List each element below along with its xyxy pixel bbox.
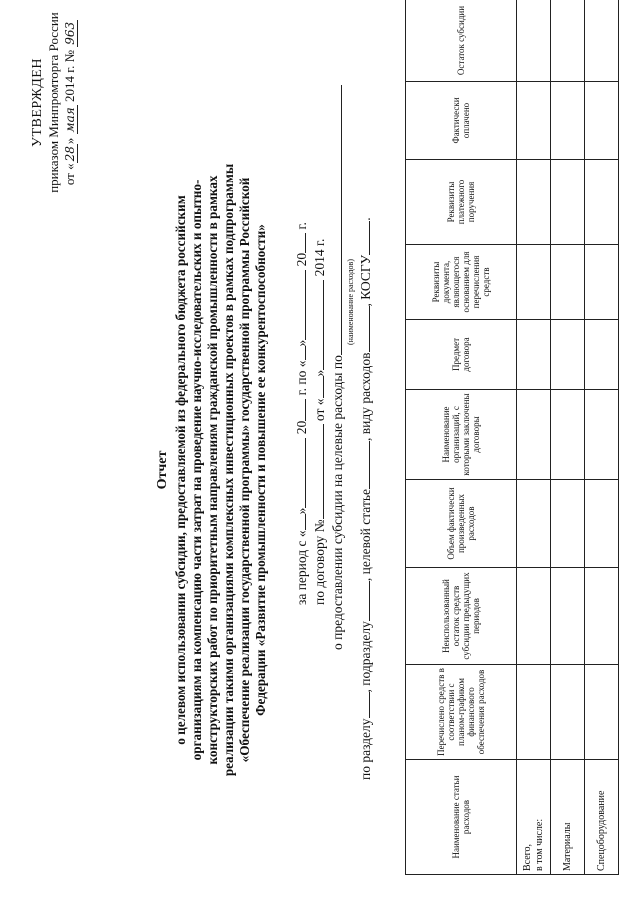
contract-date-label: от « bbox=[312, 398, 327, 422]
table-row bbox=[517, 0, 551, 875]
blank-section bbox=[357, 692, 370, 718]
approval-stamp bbox=[30, 0, 78, 205]
table-cell bbox=[551, 665, 585, 760]
blank-contract-day bbox=[311, 376, 324, 398]
table-cell bbox=[551, 160, 585, 245]
table-cell bbox=[551, 480, 585, 568]
table-cell bbox=[517, 245, 551, 320]
table-cell bbox=[551, 320, 585, 390]
blank-contract-month bbox=[311, 280, 324, 370]
table-row bbox=[551, 0, 585, 875]
blank-expense-type bbox=[357, 307, 370, 353]
table-cell bbox=[551, 0, 585, 82]
col-header-document-details: Реквизиты документа, являющегося основанием для перечисления средств bbox=[406, 245, 517, 320]
period-to-label: г. по « bbox=[294, 360, 309, 396]
blank-expense-name bbox=[329, 85, 342, 355]
table-cell bbox=[585, 390, 619, 480]
table-cell bbox=[517, 160, 551, 245]
table-cell bbox=[517, 82, 551, 160]
row-label-total bbox=[517, 760, 551, 875]
table-cell bbox=[585, 160, 619, 245]
table-cell bbox=[585, 245, 619, 320]
row-total-sub: в том числе: bbox=[533, 818, 545, 871]
table-cell bbox=[585, 480, 619, 568]
expense-name-note: (наименование расходов) bbox=[346, 259, 355, 345]
blank-kosgu bbox=[357, 221, 370, 255]
col-header-subsidy-balance: Остаток субсидии bbox=[406, 0, 517, 82]
table-cell bbox=[585, 568, 619, 665]
report-subject: о целевом использовании субсидии, предоставляемой из федерального бюджета российским организациям на компенсацию части затрат на проведение научно-исследовательских и опытно-конструкторских работ по приоритетным направлениям гражданской промышленности в рамках реализации такими организациями комплексных инвестиционных проектов в рамках подпрограммы «Обеспечение реализации государственной программы» государственной программы Российской Федерации «Развитие промышленности и повышение ее конкурентоспособности» bbox=[173, 163, 268, 777]
period-quote: » bbox=[294, 507, 309, 515]
table-cell bbox=[517, 665, 551, 760]
period-quote-to: » bbox=[294, 339, 309, 347]
year-text: 2014 г. № bbox=[62, 50, 77, 103]
col-header-expense-item: Наименование статьи расходов bbox=[406, 760, 517, 875]
blank-year-to bbox=[293, 233, 306, 253]
table-cell bbox=[517, 390, 551, 480]
col-header-payment-order: Реквизиты платежного поручения bbox=[406, 160, 517, 245]
blank-subsection bbox=[357, 581, 370, 621]
date-mid: » bbox=[62, 137, 77, 145]
blank-contract-number bbox=[311, 424, 324, 519]
target-article-label: , целевой статье bbox=[358, 489, 373, 582]
date-prefix: от « bbox=[62, 163, 77, 186]
contract-line bbox=[311, 239, 328, 605]
contract-year: 2014 г. bbox=[312, 238, 327, 277]
handwritten-day: 28 bbox=[63, 146, 77, 162]
classification-line bbox=[357, 217, 374, 780]
approved-title: УТВЕРЖДЕН bbox=[30, 58, 45, 147]
year-prefix-from: 20 bbox=[294, 420, 309, 435]
grant-line bbox=[329, 85, 346, 650]
subsection-label: , подразделу bbox=[358, 621, 373, 693]
blank-year-from bbox=[293, 399, 306, 421]
table-cell bbox=[585, 665, 619, 760]
line-end: . bbox=[358, 217, 373, 221]
period-from-label: за период с « bbox=[294, 530, 309, 605]
row-label-materials: Материалы bbox=[551, 760, 585, 875]
report-table bbox=[405, 0, 619, 875]
table-cell bbox=[517, 320, 551, 390]
contract-label: по договору № bbox=[312, 519, 327, 605]
grant-label: о предоставлении субсидии на целевые расходы по bbox=[330, 355, 345, 650]
report-title: Отчет bbox=[155, 450, 170, 490]
handwritten-month: мая bbox=[63, 107, 77, 133]
table-cell bbox=[551, 390, 585, 480]
col-header-unused-balance: Неиспользованный остаток средств субсидии предыдущих периодов bbox=[406, 568, 517, 665]
table-cell bbox=[585, 0, 619, 82]
kosgu-label: , КОСГУ bbox=[358, 254, 373, 307]
table-cell bbox=[517, 0, 551, 82]
col-header-transferred: Перечислено средств в соответствии с планом-графиком финансового обеспечения расходов bbox=[406, 665, 517, 760]
table-cell bbox=[551, 82, 585, 160]
row-label-special-equipment: Спецоборудование bbox=[585, 760, 619, 875]
expense-type-label: , виду расходов bbox=[358, 352, 373, 441]
section-label: по разделу bbox=[358, 718, 373, 780]
table-row bbox=[585, 0, 619, 875]
table-header-row bbox=[406, 0, 517, 875]
blank-day-from bbox=[293, 514, 306, 530]
contract-quote: » bbox=[312, 369, 327, 377]
blank-day-to bbox=[293, 347, 306, 361]
approved-date-line bbox=[62, 0, 78, 205]
row-total-name: Всего, bbox=[521, 843, 533, 871]
period-line bbox=[293, 222, 310, 605]
report-heading bbox=[155, 160, 269, 780]
blank-target-article bbox=[357, 441, 370, 489]
year-prefix-to: 20 bbox=[294, 252, 309, 267]
col-header-actually-paid: Фактически оплачено bbox=[406, 82, 517, 160]
table-cell bbox=[551, 568, 585, 665]
approved-order: приказом Минпромторга России bbox=[46, 12, 61, 193]
table-cell bbox=[517, 480, 551, 568]
blank-month-to bbox=[293, 270, 306, 340]
year-suffix: г. bbox=[294, 222, 309, 230]
col-header-actual-expenses: Объем фактически произведенных расходов bbox=[406, 480, 517, 568]
col-header-organizations: Наименование организаций, с которыми заключены договоры bbox=[406, 390, 517, 480]
table-cell bbox=[517, 568, 551, 665]
blank-month-from bbox=[293, 438, 306, 508]
table-cell bbox=[585, 320, 619, 390]
col-header-contract-subject: Предмет договора bbox=[406, 320, 517, 390]
table-cell bbox=[585, 82, 619, 160]
table-cell bbox=[551, 245, 585, 320]
handwritten-number: 963 bbox=[63, 21, 77, 45]
